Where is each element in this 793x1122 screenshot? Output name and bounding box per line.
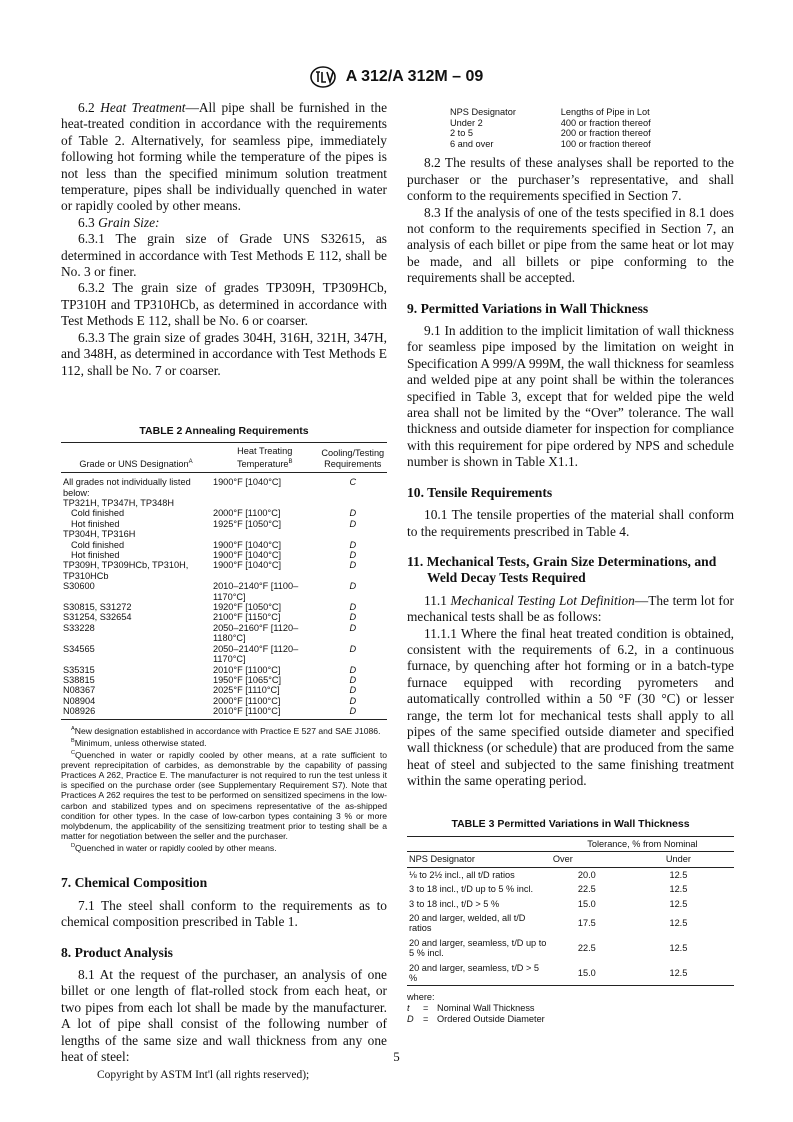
table-2-cell-temperature: 1900°F [1040°C] [212,539,282,550]
copyright-notice: Copyright by ASTM Int'l (all rights reserved); [97,1069,310,1081]
table-2-cell-grade: Cold finished [71,539,125,550]
table-2-title: TABLE 2 Annealing Requirements [139,424,309,437]
table-3-cell-under: 12.5 [669,898,688,909]
page-number: 5 [393,1049,400,1064]
table-2-cell-cooling: D [349,685,357,696]
table-2-cell-temperature: 2050–2140°F [1120–1170°C] [212,643,299,665]
table-2-cell-grade: N08904 [63,695,96,706]
table-row [61,550,387,560]
section-7-heading: 7. Chemical Composition [61,875,208,891]
table-2-cell-cooling: D [349,581,357,592]
lot-header-lengths: Lengths of Pipe in Lot [560,107,650,117]
table-2-cell-temperature: 1920°F [1050°C] [212,602,282,613]
table-2-cell-grade: TP321H, TP347H, TP348H [63,498,174,508]
paragraph-6-3-1: 6.3.1 The grain size of Grade UNS S32615, as determined in accordance with Test Methods E 112, shall be No. 3 or finer. [61,231,387,280]
table-2-cell-grade: All grades not individually listed below: [63,477,191,498]
section-8-heading: 8. Product Analysis [61,944,173,960]
table-row [407,936,734,961]
table-2-cell-temperature: 2010°F [1100°C] [212,664,281,675]
legend-symbol: D [407,1014,414,1025]
table-row [61,706,387,719]
table-2-cell-cooling: D [349,518,357,529]
table-2-cell-temperature: 2010–2140°F [1100–1170°C] [212,581,299,602]
table-row [407,961,734,986]
table-row [61,560,387,581]
table-row [61,519,387,529]
table-row [61,602,387,612]
table-2-header-grade: Grade or UNS Designation$^A$ [61,443,211,473]
table-2-cell-cooling: D [349,664,357,675]
table-2-cell-cooling: D [349,508,357,519]
table-2-cell-cooling: D [349,674,357,685]
table-row [450,128,712,139]
table-2-cell-temperature: 2050–2160°F [1120–1180°C] [212,622,299,644]
table-2-cell-grade: S30600 [63,581,95,592]
paragraph-6-3-2: 6.3.2 The grain size of grades TP309H, TP309HCb, TP310H and TP310HCb, as determined in accordance with Test Methods E 112, shall be No. 6 or coarser. [61,280,387,329]
paragraph-8-2: 8.2 The results of these analyses shall be reported to the purchaser or the purchaser’s representative, and shall conform to the requirements specified in Section 7. [407,155,734,204]
table-2-footnote [61,736,387,748]
footnote-mark: C [71,749,76,756]
table-2-cell-temperature: 1900°F [1040°C] [212,560,282,571]
lot-size-table [450,107,712,149]
table-row [61,644,387,665]
table-2-cell-cooling: D [349,539,357,550]
table-2-cell-temperature: 2100°F [1150°C] [212,612,281,623]
table-2-cell-grade: Hot finished [71,550,120,561]
table-2-cell-temperature: 1950°F [1065°C] [212,674,282,685]
table-3-cell-nps: 20 and larger, seamless, t/D up to 5 % incl. [409,937,547,959]
lot-header-nps: NPS Designator [450,107,516,117]
table-2-cell-temperature [211,529,319,539]
lot-cell-nps: 2 to 5 [450,128,473,139]
legend-symbol: t [407,1003,410,1014]
table-2-cell-cooling [319,498,387,508]
paragraph-11-1-1: 11.1.1 Where the final heat treated condition is obtained, consistent with the requirements of 6.2, in a continuous furnace, by quenching after hot forming or in a batch-type furnace equipped with recording pyrometers and automatically controlled within a 50 °F (30 °C) or lesser range, the term lot for mechanical tests shall apply to all pipes of the same specified outside diameter and specified wall thickness (or schedule) that are produced from the same heat of steel and subjected to the same finishing treatment within the same operating period. [407,625,734,789]
paragraph-10-1: 10.1 The tensile properties of the material shall conform to the requirements prescribed in Table 4. [407,507,734,539]
lot-cell-lengths: 100 or fraction thereof [560,138,651,149]
legend-definition: Ordered Outside Diameter [437,1014,545,1025]
table-2-footnote [61,748,387,842]
table-2-cell-grade: TP304H, TP316H [63,529,136,540]
table-2-cell-temperature: 2025°F [1110°C] [212,685,280,696]
paragraph-6-3-3: 6.3.3 The grain size of grades 304H, 316H, 321H, 347H, and 348H, as determined in accordance with Test Methods E 112, shall be No. 7 or coarser. [61,329,387,378]
table-2-header-temperature: Heat Treating Temperature$^B$ [211,443,319,473]
footnote-mark: D [71,843,76,850]
table-row [407,867,734,882]
footnote-text: Minimum, unless otherwise stated. [74,737,207,748]
table-2-cell-cooling: C [349,477,357,488]
table-3-cell-over: 17.5 [577,918,596,929]
table-2-cell-temperature: 1900°F [1040°C] [212,477,282,488]
table-2-cell-grade: TP309H, TP309HCb, TP310H, TP310HCb [63,560,189,581]
legend-equals: = [423,1014,429,1025]
table-2-header-cooling: Cooling/Testing Requirements [319,443,387,473]
table-2-footnote [61,841,387,853]
table-2-cell-cooling [319,529,387,539]
table-3-cell-under: 12.5 [669,943,688,954]
table-2-cell-temperature: 2000°F [1100°C] [212,695,281,706]
section-9-heading: 9. Permitted Variations in Wall Thickness [407,300,649,316]
paragraph-9-1: 9.1 In addition to the implicit limitation of wall thickness for seamless pipe imposed by the limitation on weight in Specification A 999/A 999M, the wall thickness for seamless and welded pipe at any point shall be within the tolerances specified in Table 3, except that for welded pipe the weld area shall not be limited by the “Over” tolerance. The wall thickness and outside diameter for inspection for compliance with this requirement for pipe ordered by NPS and schedule number is shown in Table X1.1. [407,323,734,470]
lot-cell-lengths: 400 or fraction thereof [560,117,651,128]
table-2-cell-cooling: D [349,550,357,561]
table-3-cell-nps: 3 to 18 incl., t/D up to 5 % incl. [409,884,534,895]
table-row [61,675,387,685]
table-row [407,911,734,936]
table-3-cell-over: 22.5 [577,943,596,954]
table-3-title: TABLE 3 Permitted Variations in Wall Thickness [451,817,690,830]
table-row [61,612,387,622]
table-3-cell-nps: ⅛ to 2½ incl., all t/D ratios [409,869,515,880]
right-column [407,107,734,1025]
table-2-cell-cooling: D [349,612,357,623]
footnote-text: Quenched in water or rapidly cooled by other means. [75,843,277,854]
table-3-cell-over: 22.5 [577,884,596,895]
table-2-cell-grade: S34565 [63,643,95,654]
table-3-cell-under: 12.5 [669,869,688,880]
paragraph-11-1: 11.1 Mechanical Testing Lot Definition—The term lot for mechanical tests shall be as follows: [407,592,734,625]
lot-cell-lengths: 200 or fraction thereof [560,128,651,139]
table-2-cell-grade: S33228 [63,622,95,633]
document-title: A 312/A 312M – 09 [345,68,484,85]
table-row [61,665,387,675]
paragraph-6-3: 6.3 Grain Size: [78,214,160,230]
table-3-cell-nps: 20 and larger, welded, all t/D ratios [409,913,526,934]
footnote-text: Quenched in water or rapidly cooled by other means, at a rate sufficient to prevent reprecipitation of carbides, as demonstrable by the capability of passing Practices A 262, Practice E. The manufacturer is not required to run the test unless it is specified on the purchase order (see Supplementary Requirement S7). Note that Practices A 262 requires the test to be performed on sensitized specimens in the low-carbon and stabilized types and on specimens representative of the as-shipped condition for other types. In the case of low-carbon types containing 3 % or more molybdenum, the applicability of the sensitizing treatment prior to testing shall be a matter for negotiation between the seller and the purchaser. [61,749,387,842]
table-row [61,508,387,518]
table-row [61,473,387,498]
table-3-legend [407,992,734,1025]
table-row [61,623,387,644]
table-2-cell-cooling: D [349,560,357,571]
lot-cell-nps: Under 2 [450,117,483,128]
legend-entry [407,1003,734,1014]
legend-entry [407,1014,734,1025]
table-2-cell-cooling: D [319,706,387,719]
table-row [61,540,387,550]
table-3-tolerance-header: Tolerance, % from Nominal [551,837,734,852]
table-2-cell-temperature: 2000°F [1100°C] [212,508,281,519]
table-3-cell-over: 15.0 [551,961,623,986]
footnote-mark: A [71,725,75,732]
table-2-footnotes [61,724,387,854]
table-row [61,685,387,695]
table-2-cell-temperature: 1925°F [1050°C] [212,518,282,529]
table-3-cell-under: 12.5 [623,961,734,986]
table-2-cell-grade: S30815, S31272 [63,602,132,613]
table-2-cell-cooling: D [349,602,357,613]
table-row [61,498,387,508]
where-label: where: [407,992,435,1003]
table-2-cell-cooling: D [349,695,357,706]
table-2-cell-grade: S31254, S32654 [63,612,132,623]
table-2-cell-grade: N08367 [63,685,96,696]
table-row [61,581,387,602]
table-2-cell-cooling: D [349,643,357,654]
section-10-heading: 10. Tensile Requirements [407,484,553,500]
table-row [61,529,387,539]
table-row [407,882,734,896]
table-3-header-over: Over [551,852,623,867]
table-3-cell-nps: 20 and larger, seamless, t/D > 5 % [407,961,551,986]
table-3 [407,836,734,986]
footnote-text: New designation established in accordance with Practice E 527 and SAE J1086. [74,725,381,736]
table-2-cell-grade: Hot finished [71,518,120,529]
legend-definition: Nominal Wall Thickness [437,1003,535,1014]
table-3-cell-over: 20.0 [577,869,596,880]
table-3-cell-nps: 3 to 18 incl., t/D > 5 % [409,898,500,909]
table-2-cell-temperature: 2010°F [1100°C] [211,706,319,719]
table-row [450,139,712,150]
lot-cell-nps: 6 and over [450,138,494,149]
table-2-cell-temperature [211,498,319,508]
table-row [450,118,712,129]
table-3-header-under: Under [623,852,734,867]
table-row [61,696,387,706]
table-2-cell-cooling: D [349,622,357,633]
legend-equals: = [423,1003,429,1014]
table-2-cell-temperature: 1900°F [1040°C] [212,550,282,561]
paragraph-8-1: 8.1 At the request of the purchaser, an analysis of one billet or one length of flat-rolled stock from each heat, or two pipes from each lot shall be made by the manufacturer. A lot of pipe shall consist of the following number of lengths of the same size and wall thickness from any one heat of steel: [61,967,387,1065]
paragraph-6-2: 6.2 Heat Treatment—All pipe shall be furnished in the heat-treated condition in accordance with the requirements of Table 2. Alternatively, for seamless pipe, immediately following hot forming while the temperature of the pipes is not less than the specified minimum solution treatment temperature, pipes shall be individually quenched in water or rapidly cooled by other means. [61,100,388,214]
table-2-cell-grade: N08926 [61,706,211,719]
table-2-cell-grade: S35315 [63,664,95,675]
paragraph-8-3: 8.3 If the analysis of one of the tests specified in 8.1 does not conform to the requirements specified in Section 7, an analysis of each billet or pipe from the same heat or lot may be made, and all billets or pipe conforming to the requirements shall be accepted. [407,204,734,286]
left-column [61,100,387,1065]
astm-logo-icon [310,66,336,88]
table-3-cell-under: 12.5 [669,884,688,895]
table-2-cell-grade: S38815 [63,674,95,685]
table-2-cell-grade: Cold finished [71,508,125,519]
table-3-cell-over: 15.0 [577,898,596,909]
table-row [407,897,734,911]
page-header [0,66,793,88]
table-2-footnote [61,724,387,736]
table-3-header-nps: NPS Designator [407,852,551,867]
table-2 [61,442,387,719]
section-11-heading: 11. Mechanical Tests, Grain Size Determinations, and Weld Decay Tests Required [407,553,717,586]
table-3-cell-under: 12.5 [669,918,688,929]
paragraph-7-1: 7.1 The steel shall conform to the requirements as to chemical composition prescribed in Table 1. [61,897,387,930]
footnote-mark: B [71,737,75,744]
